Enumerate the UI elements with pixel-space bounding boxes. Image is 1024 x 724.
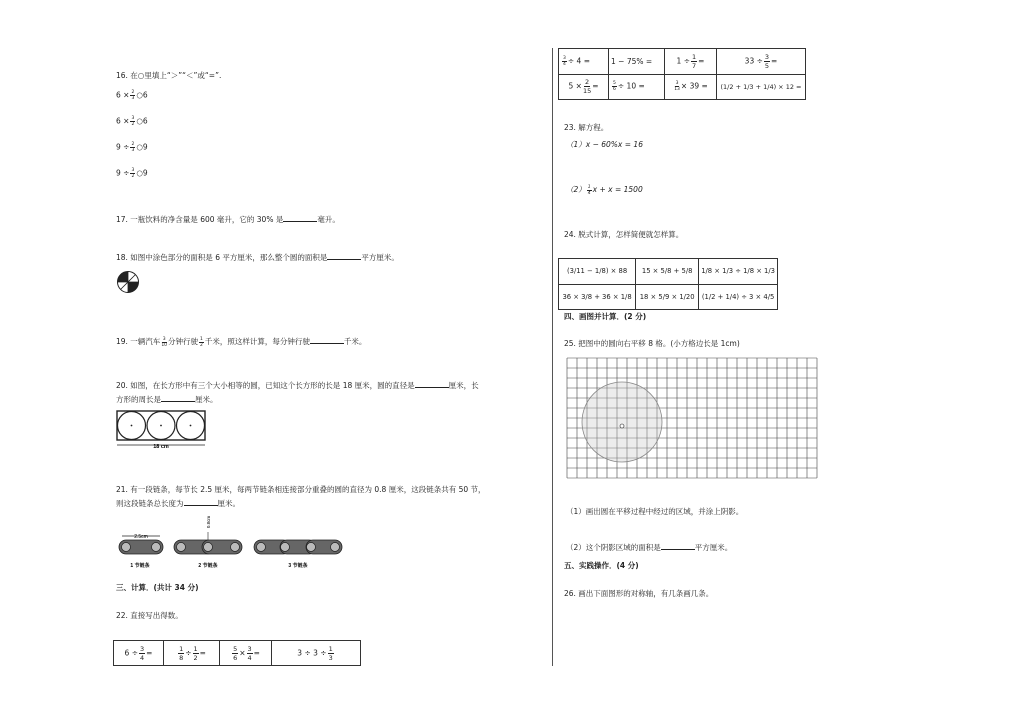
chain-label-1: 1 节链条 [130, 563, 150, 569]
q20-line1: 20. 如图，在长方形中有三个大小相等的圆，已知这个长方形的长是 18 厘米，圆的直径是 厘米，长 [116, 381, 479, 390]
q21-line1: 21. 有一段链条，每节长 2.5 厘米，每两节链条相连接部分重叠的圆的直径为 0.8 厘米，这段链条共有 50 节， [116, 485, 486, 494]
q25-sub2: （2）这个阴影区域的面积是 平方厘米。 [566, 543, 733, 552]
q20-perimeter-blank[interactable] [161, 395, 195, 402]
q25-circle [582, 382, 662, 462]
q25-center-dot [620, 424, 624, 428]
q25-answer-blank[interactable] [661, 543, 695, 550]
q23-eq1: （1）x − 60%x = 16 [566, 140, 643, 149]
q24-cell-3[interactable]: 1/8 × 1/3 ÷ 1/8 × 1/3 [699, 259, 778, 285]
q23-title: 23. 解方程。 [564, 123, 609, 132]
q24-cell-5[interactable]: 18 × 5/9 × 1/20 [636, 284, 699, 310]
q21-answer-blank[interactable] [184, 499, 218, 506]
q20-diameter-blank[interactable] [415, 381, 449, 388]
q22-top-cell-4[interactable]: 33 ÷ $\frac{3}{5}$ = [717, 49, 806, 75]
section-4-heading: 四、画图并计算．(2 分) [564, 312, 647, 321]
q16-item-4: 9 ÷ $\frac{3}{2}$ ○9 [116, 168, 148, 179]
q16-item-3: 9 ÷ $\frac{2}{3}$ ○9 [116, 142, 148, 153]
q23-eq2: （2） $\frac{1}{4}$ x + x = 1500 [566, 184, 643, 196]
q22-top-cell-7[interactable]: $\frac{3}{13}$ × 39 = [665, 74, 717, 100]
q22-top-cell-3[interactable]: 1 ÷ $\frac{1}{7}$ = [665, 49, 717, 75]
q22-title: 22. 直接写出得数。 [116, 611, 183, 620]
q18: 18. 如图中涂色部分的面积是 6 平方厘米，那么整个圆的面积是 平方厘米。 [116, 253, 399, 262]
chain-label-3: 3 节链条 [288, 563, 308, 569]
q24-cell-6[interactable]: (1/2 + 1/4) ÷ 3 × 4/5 [699, 284, 778, 310]
section-5-heading: 五、实践操作．(4 分) [564, 561, 639, 570]
q24-table [558, 258, 778, 310]
q22-top-cell-6[interactable]: $\frac{5}{6}$ ÷ 10 = [609, 74, 665, 100]
q19: 19. 一辆汽车 $\frac{3}{10}$ 分钟行驶 $\frac{1}{2}$ 千米，照这样计算，每分钟行驶 千米。 [116, 336, 367, 348]
q22-top-cell-2[interactable]: 1 − 75% = [609, 49, 665, 75]
q22-cell-2[interactable]: $\frac{1}{8}$ ÷ $\frac{1}{2}$ = [164, 641, 220, 666]
q24-cell-2[interactable]: 15 × 5/8 + 5/8 [636, 259, 699, 285]
q22-top-cell-1[interactable]: $\frac{3}{4}$ ÷ 4 = [559, 49, 609, 75]
column-divider [552, 48, 553, 666]
q22-top-cell-8[interactable]: (1/2 + 1/3 + 1/4) × 12 = [717, 74, 806, 100]
chain-links-figure [116, 510, 352, 572]
q26-title: 26. 画出下面图形的对称轴，有几条画几条。 [564, 589, 714, 598]
q22-cell-3[interactable]: $\frac{5}{6}$ × $\frac{3}{4}$ = [220, 641, 272, 666]
q16-title: 16. 在○里填上“＞”“＜”或“=”. [116, 71, 222, 80]
section-3-heading: 三、计算．(共计 34 分) [116, 583, 199, 592]
chain-dim-label-1: 2.5cm [134, 534, 148, 540]
q17: 17. 一瓶饮料的净含量是 600 毫升，它的 30% 是 毫升。 [116, 215, 340, 224]
q22-top-cell-5[interactable]: 5 × $\frac{2}{15}$ = [559, 74, 609, 100]
q16-item-1: 6 × $\frac{2}{3}$ ○6 [116, 90, 148, 101]
q22-table-top [558, 48, 806, 100]
q25-title: 25. 把图中的圆向右平移 8 格。(小方格边长是 1cm) [564, 339, 740, 348]
shaded-circle-figure [116, 270, 140, 294]
q20-line2: 方形的周长是 厘米。 [116, 395, 218, 404]
q25-grid[interactable] [565, 356, 818, 484]
q22-table-bottom [113, 640, 361, 666]
chain-label-2: 2 节链条 [198, 563, 218, 569]
q24-cell-4[interactable]: 36 × 3/8 + 36 × 1/8 [559, 284, 636, 310]
q24-title: 24. 脱式计算，怎样简便就怎样算。 [564, 230, 684, 239]
q17-answer-blank[interactable] [283, 215, 317, 222]
q25-sub1: （1）画出圆在平移过程中经过的区域，并涂上阴影。 [566, 507, 744, 516]
q16-item-2: 6 × $\frac{3}{2}$ ○6 [116, 116, 148, 127]
q22-cell-1[interactable]: 6 ÷ $\frac{3}{4}$ = [114, 641, 164, 666]
rectangle-three-circles-figure [116, 410, 206, 452]
q20-fig-label: 18 cm [153, 444, 169, 450]
q21-line2: 则这段链条总长度为 厘米。 [116, 499, 240, 508]
q22-cell-4[interactable]: 3 ÷ 3 ÷ $\frac{1}{3}$ [272, 641, 361, 666]
q24-cell-1[interactable]: (3/11 − 1/8) × 88 [559, 259, 636, 285]
q19-answer-blank[interactable] [310, 337, 344, 344]
q18-answer-blank[interactable] [327, 253, 361, 260]
chain-dim-label-2: 0.8cm [206, 515, 211, 529]
